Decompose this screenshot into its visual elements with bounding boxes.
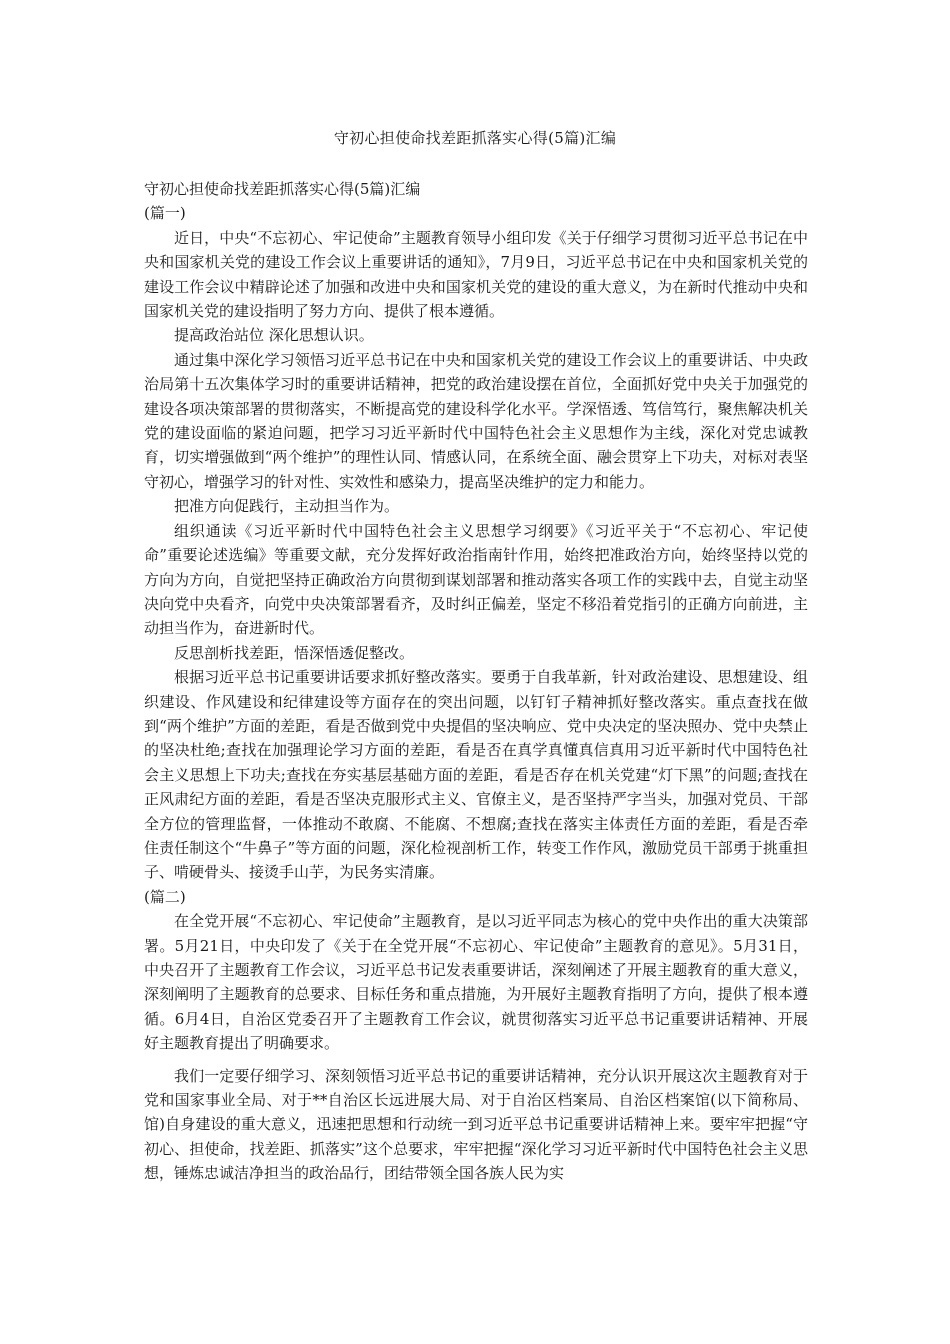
paragraph: 近日，中央“不忘初心、牢记使命”主题教育领导小组印发《关于仔细学习贯彻习近平总书记在中央和国家机关党的建设工作会议上重要讲话的通知》，7月9日，习近平总书记在中央和国家机关党的建设工作会议中精辟论述了加强和改进中央和国家机关党的建设的重大意义，为在新时代推动中央和国家机关党的建设指明了努力方向、提供了根本遵循。 xyxy=(144,228,808,321)
section-label: (篇二) xyxy=(144,887,186,906)
document-title: 守初心担使命找差距抓落实心得(5篇)汇编 xyxy=(333,129,617,147)
subheading: 把准方向促践行，主动担当作为。 xyxy=(174,497,400,516)
subheading: 提高政治站位 深化思想认识。 xyxy=(174,326,374,345)
section-label: (篇一) xyxy=(144,204,186,223)
paragraph: 组织通读《习近平新时代中国特色社会主义思想学习纲要》《习近平关于“不忘初心、牢记使命”重要论述选编》等重要文献，充分发挥好政治指南针作用，始终把准政治方向，始终坚持以党的方向为方向，自觉把坚持正确政治方向贯彻到谋划部署和推动落实各项工作的实践中去，自觉主动坚决向党中央看齐，向党中央决策部署看齐，及时纠正偏差，坚定不移沿着党指引的正确方向前进，主动担当作为，奋进新时代。 xyxy=(144,521,808,638)
paragraph: 通过集中深化学习领悟习近平总书记在中央和国家机关党的建设工作会议上的重要讲话、中央政治局第十五次集体学习时的重要讲话精神，把党的政治建设摆在首位，全面抓好党中央关于加强党的建设各项决策部署的贯彻落实，不断提高党的建设科学化水平。学深悟透、笃信笃行，聚焦解决机关党的建设面临的紧迫问题，把学习习近平新时代中国特色社会主义思想作为主线，深化对党忠诚教育，切实增强做到“两个维护”的理性认同、情感认同，在系统全面、融会贯穿上下功夫，对标对表坚守初心，增强学习的针对性、实效性和感染力，提高坚决维护的定力和能力。 xyxy=(144,350,808,491)
subheading: 反思剖析找差距，悟深悟透促整改。 xyxy=(174,643,415,662)
paragraph: 在全党开展“不忘初心、牢记使命”主题教育，是以习近平同志为核心的党中央作出的重大决策部署。5月21日，中央印发了《关于在全党开展“不忘初心、牢记使命”主题教育的意见》。5月31日，中央召开了主题教育工作会议，习近平总书记发表重要讲话，深刻阐述了开展主题教育的重大意义，深刻阐明了主题教育的总要求、目标任务和重点措施，为开展好主题教育指明了方向，提供了根本遵循。6月4日，自治区党委召开了主题教育工作会议，就贯彻落实习近平总书记重要讲话精神、开展好主题教育提出了明确要求。 xyxy=(144,912,808,1053)
body-heading: 守初心担使命找差距抓落实心得(5篇)汇编 xyxy=(144,180,421,198)
paragraph: 根据习近平总书记重要讲话要求抓好整改落实。要勇于自我革新，针对政治建设、思想建设、组织建设、作风建设和纪律建设等方面存在的突出问题，以钉钉子精神抓好整改落实。重点查找在做到“两个维护”方面的差距，看是否做到党中央提倡的坚决响应、党中央决定的坚决照办、党中央禁止的坚决杜绝;查找在加强理论学习方面的差距，看是否在真学真懂真信真用习近平新时代中国特色社会主义思想上下功夫;查找在夯实基层基础方面的差距，看是否存在机关党建“灯下黑”的问题;查找在正风肃纪方面的差距，看是否坚决克服形式主义、官僚主义，是否坚持严字当头，加强对党员、干部全方位的管理监督，一体推动不敢腐、不能腐、不想腐;查找在落实主体责任方面的差距，看是否牵住责任制这个“牛鼻子”等方面的问题，深化检视剖析工作，转变工作作风，激励党员干部勇于挑重担子、啃硬骨头、接烫手山芋，为民务实清廉。 xyxy=(144,668,808,882)
paragraph: 我们一定要仔细学习、深刻领悟习近平总书记的重要讲话精神，充分认识开展这次主题教育对于党和国家事业全局、对于**自治区长远进展大局、对于自治区档案局、自治区档案馆(以下简称局、馆)自身建设的重大意义，迅速把思想和行动统一到习近平总书记重要讲话精神上来。要牢牢把握“守初心、担使命，找差距、抓落实”这个总要求，牢牢把握“深化学习习近平新时代中国特色社会主义思想，锤炼忠诚洁净担当的政治品行，团结带领全国各族人民为实 xyxy=(144,1066,808,1183)
document-body xyxy=(144,177,808,1186)
